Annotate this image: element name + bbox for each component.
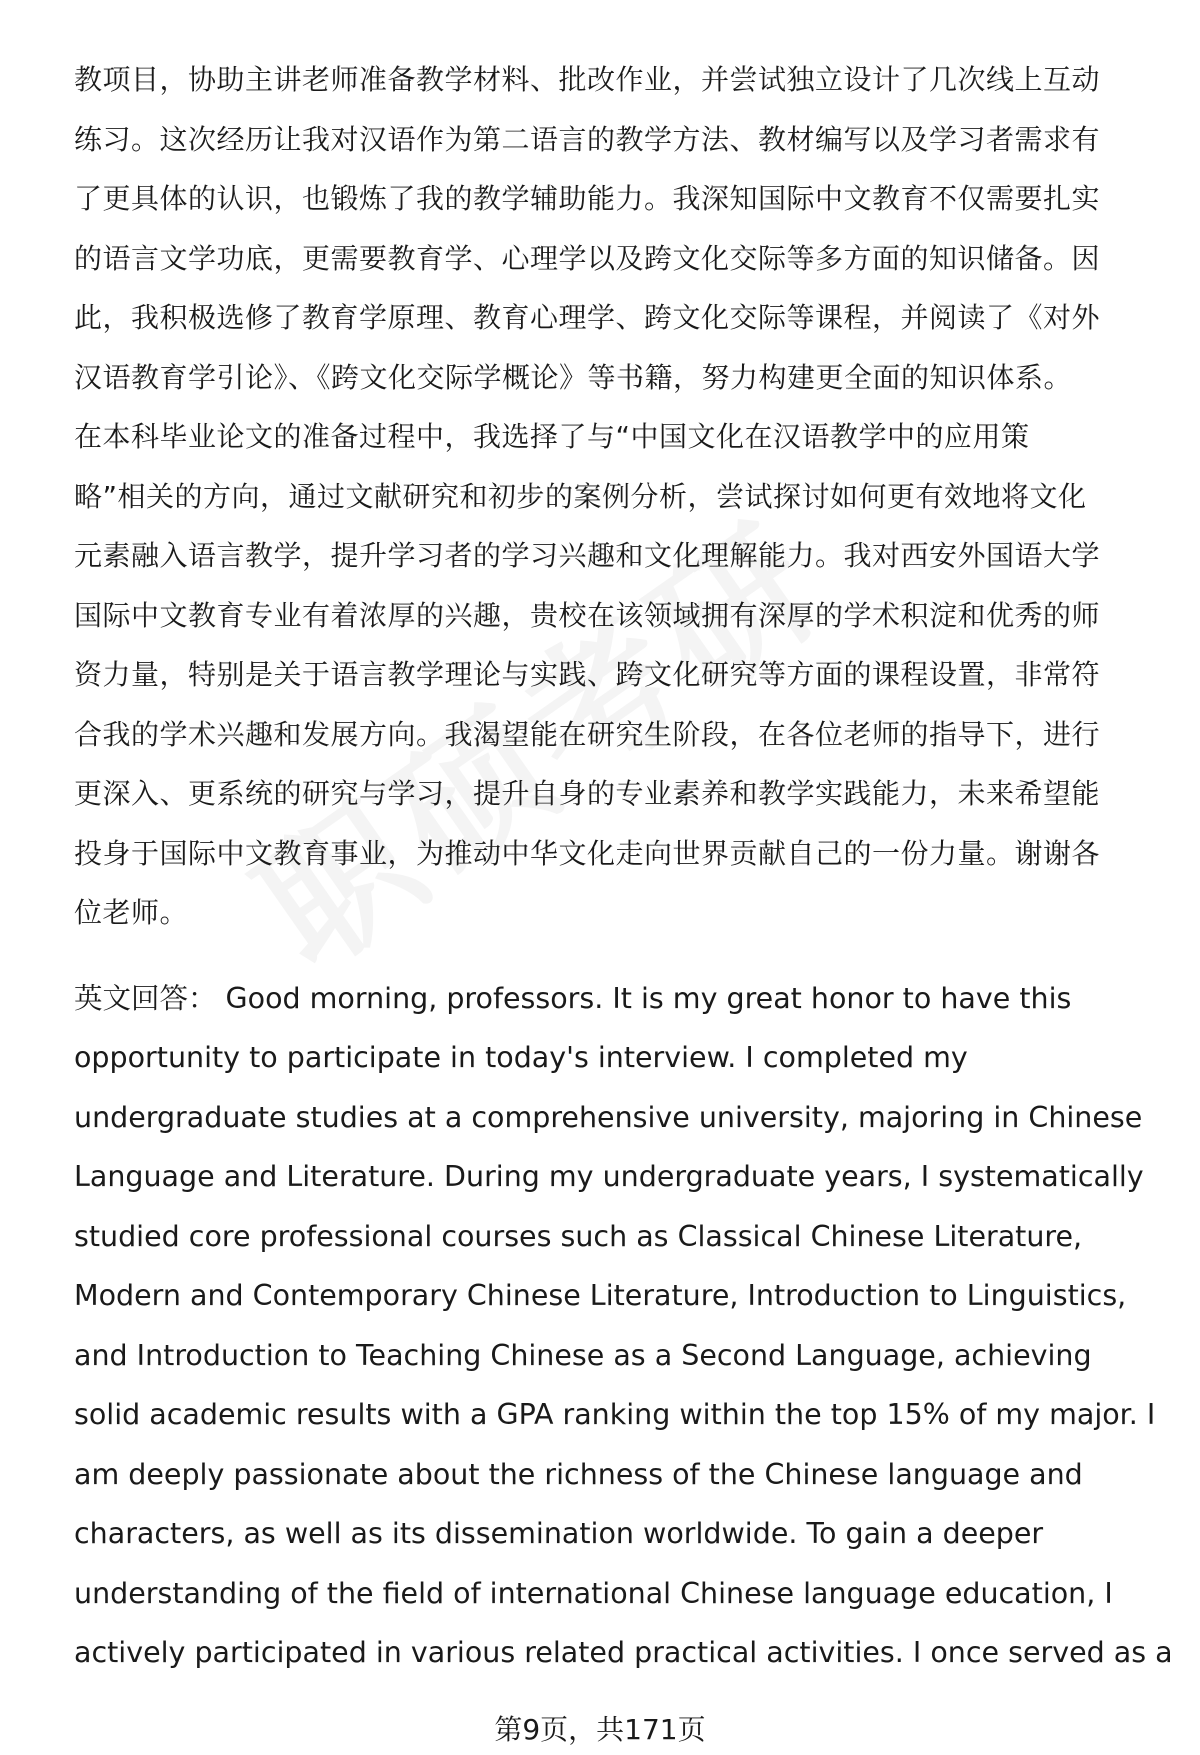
paragraph-line: Modern and Contemporary Chinese Literature, Introduction to Linguistics,: [74, 1279, 1127, 1312]
paragraph-line: opportunity to participate in today's interview. I completed my: [74, 1041, 968, 1074]
paragraph-line: 的语言文学功底，更需要教育学、心理学以及跨文化交际等多方面的知识储备。因: [74, 241, 1101, 275]
paragraph-line: studied core professional courses such as Classical Chinese Literature,: [74, 1219, 1083, 1253]
english-paragraph: [74, 969, 1173, 1683]
paragraph-line: 国际中文教育专业有着浓厚的兴趣，贵校在该领域拥有深厚的学术积淀和优秀的师: [74, 598, 1101, 632]
paragraph-line: actively participated in various related practical activities. I once served as a: [74, 1636, 1173, 1669]
paragraph-line: undergraduate studies at a comprehensive university, majoring in Chinese: [74, 1100, 1143, 1134]
paragraph-line: 教项目，协助主讲老师准备教学材料、批改作业，并尝试独立设计了几次线上互动: [74, 63, 1101, 96]
paragraph-line: Language and Literature. During my undergraduate years, I systematically: [74, 1160, 1144, 1193]
paragraph-line: characters, as well as its dissemination worldwide. To gain a deeper: [74, 1517, 1044, 1550]
chinese-paragraph: [74, 50, 1154, 943]
paragraph-line: solid academic results with a GPA ranking within the top 15% of my major. I: [74, 1398, 1156, 1431]
paragraph-line: 合我的学术兴趣和发展方向。我渴望能在研究生阶段，在各位老师的指导下，进行: [74, 717, 1101, 751]
paragraph-line: and Introduction to Teaching Chinese as a Second Language, achieving: [74, 1338, 1092, 1372]
paragraph-line: understanding of the field of international Chinese language education, I: [74, 1576, 1113, 1610]
page-indicator: 第9页，共171页: [494, 1713, 706, 1746]
paragraph-line: 略”相关的方向，通过文献研究和初步的案例分析，尝试探讨如何更有效地将文化: [74, 479, 1087, 513]
paragraph-line: 练习。这次经历让我对汉语作为第二语言的教学方法、教材编写以及学习者需求有: [74, 122, 1101, 156]
paragraph-line: 此，我积极选修了教育学原理、教育心理学、跨文化交际等课程，并阅读了《对外: [74, 301, 1101, 334]
paragraph-line: 更深入、更系统的研究与学习，提升自身的专业素养和教学实践能力，未来希望能: [74, 777, 1101, 810]
paragraph-line: 英文回答： Good morning, professors. It is my great honor to have this: [74, 981, 1072, 1015]
paragraph-line: 资力量，特别是关于语言教学理论与实践、跨文化研究等方面的课程设置，非常符: [74, 658, 1101, 691]
paragraph-line: 了更具体的认识，也锻炼了我的教学辅助能力。我深知国际中文教育不仅需要扎实: [74, 182, 1101, 215]
paragraph-line: 在本科毕业论文的准备过程中，我选择了与“中国文化在汉语教学中的应用策: [74, 420, 1030, 453]
paragraph-line: 投身于国际中文教育事业，为推动中华文化走向世界贡献自己的一份力量。谢谢各: [74, 836, 1101, 870]
paragraph-line: 元素融入语言教学，提升学习者的学习兴趣和文化理解能力。我对西安外国语大学: [74, 539, 1101, 572]
paragraph-line: am deeply passionate about the richness of the Chinese language and: [74, 1457, 1083, 1491]
paragraph-line: 汉语教育学引论》、《跨文化交际学概论》等书籍，努力构建更全面的知识体系。: [74, 360, 1073, 394]
paragraph-line: 位老师。: [74, 896, 189, 929]
document-page: [74, 50, 1173, 1683]
